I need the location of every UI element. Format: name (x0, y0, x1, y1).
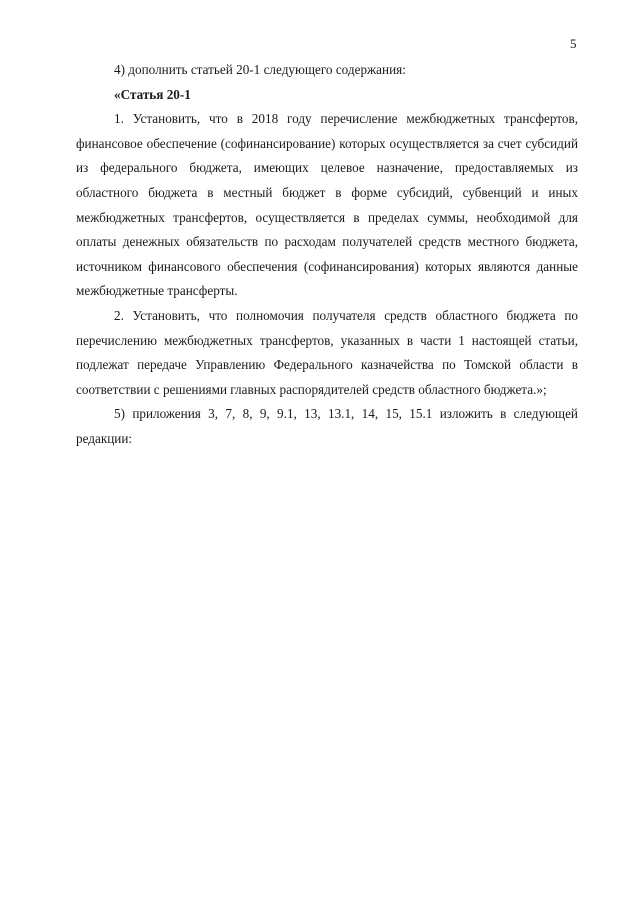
article-paragraph-1: 1. Установить, что в 2018 году перечисление межбюджетных трансфертов, финансовое обеспечение (софинансирование) которых осуществляется за счет субсидий из федерального бюджета, имеющих целевое назначение, предоставляемых из областного бюджета в местный бюджет в форме субсидий, субвенций и иных межбюджетных трансфертов, осуществляется в пределах суммы, необходимой для оплаты денежных обязательств по расходам получателей средств местного бюджета, источником финансового обеспечения (софинансирования) которых являются данные межбюджетные трансферты. (76, 111, 578, 299)
item-5-paragraph: 5) приложения 3, 7, 8, 9, 9.1, 13, 13.1, 14, 15, 15.1 изложить в следующей редакции: (76, 406, 578, 446)
article-paragraph-2: 2. Установить, что полномочия получателя средств областного бюджета по перечислению межбюджетных трансфертов, указанных в части 1 настоящей статьи, подлежат передаче Управлению Федерального казначейства по Томской области в соответствии с решениями главных распорядителей средств областного бюджета.»; (76, 307, 578, 397)
item-4-paragraph: 4) дополнить статьей 20-1 следующего содержания: (114, 62, 406, 77)
page-number: 5 (570, 36, 577, 51)
document-body (76, 58, 578, 452)
article-heading: «Статья 20-1 (114, 86, 191, 102)
